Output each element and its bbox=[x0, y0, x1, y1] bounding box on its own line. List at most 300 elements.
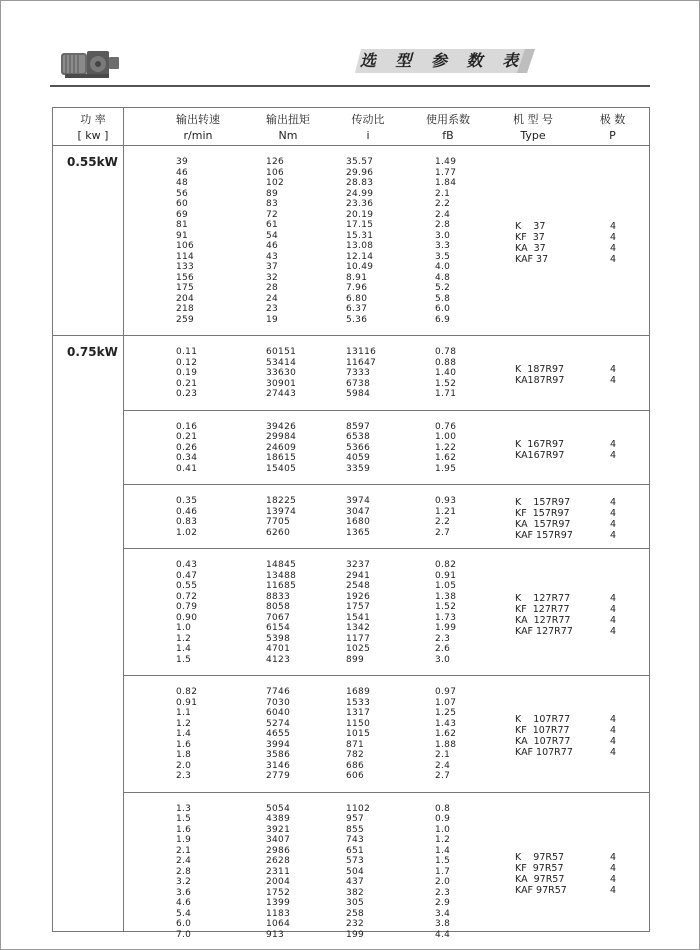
poles-column bbox=[610, 497, 616, 541]
type-cell: KA 107R77 bbox=[515, 736, 571, 748]
table-cell: 32 bbox=[266, 272, 279, 283]
table-cell: 8833 bbox=[266, 591, 291, 602]
table-cell: 1.62 bbox=[435, 453, 457, 463]
table-cell: 0.9 bbox=[435, 814, 451, 824]
table-cell: 913 bbox=[266, 929, 285, 940]
table-cell: 3.2 bbox=[176, 877, 192, 887]
table-cell: 1680 bbox=[346, 517, 371, 527]
table-cell: 60151 bbox=[266, 347, 297, 357]
type-cell: KAF 157R97 bbox=[515, 530, 573, 541]
table-cell: 6154 bbox=[266, 623, 291, 633]
table-cell: 0.12 bbox=[176, 357, 198, 368]
service-factor-column bbox=[435, 496, 456, 538]
table-cell: 3.0 bbox=[435, 230, 451, 241]
type-cell: K 187R97 bbox=[515, 364, 565, 376]
table-cell: 0.41 bbox=[176, 463, 198, 474]
table-cell: 957 bbox=[346, 814, 365, 824]
speed-column bbox=[176, 496, 197, 538]
table-cell: 0.82 bbox=[435, 560, 457, 570]
table-cell: 1.2 bbox=[435, 835, 451, 845]
table-cell: 7333 bbox=[346, 368, 371, 378]
table-cell: 199 bbox=[346, 929, 365, 940]
table-cell: 1.4 bbox=[176, 729, 192, 739]
table-cell: 1.5 bbox=[435, 856, 451, 866]
table-cell: 3.3 bbox=[435, 241, 451, 251]
table-cell: 0.43 bbox=[176, 560, 198, 570]
table-cell: 1.99 bbox=[435, 623, 457, 633]
table-cell: 7030 bbox=[266, 697, 291, 708]
table-cell: 8058 bbox=[266, 602, 291, 612]
table-cell: 1.8 bbox=[176, 750, 192, 760]
table-cell: 3.4 bbox=[435, 908, 451, 919]
table-cell: 1.38 bbox=[435, 591, 457, 602]
table-cell: 3359 bbox=[346, 463, 371, 474]
table-cell: 3047 bbox=[346, 506, 371, 517]
type-cell: KA 97R57 bbox=[515, 873, 565, 885]
table-cell: 2.0 bbox=[176, 760, 192, 771]
table-cell: 2.4 bbox=[435, 760, 451, 771]
table-cell: 259 bbox=[176, 314, 195, 325]
table-cell: 899 bbox=[346, 654, 365, 665]
table-cell: 382 bbox=[346, 887, 365, 898]
table-cell: 24609 bbox=[266, 442, 297, 453]
table-cell: 0.46 bbox=[176, 506, 198, 517]
table-cell: 6738 bbox=[346, 378, 371, 389]
table-cell: 12.14 bbox=[346, 251, 374, 262]
table-cell: 0.90 bbox=[176, 612, 198, 623]
poles-cell: 4 bbox=[610, 884, 617, 896]
table-cell: 2.3 bbox=[176, 771, 192, 781]
table-cell: 156 bbox=[176, 272, 195, 283]
table-cell: 7746 bbox=[266, 687, 291, 697]
table-cell: 39426 bbox=[266, 421, 297, 432]
table-cell: 89 bbox=[266, 188, 279, 199]
table-cell: 606 bbox=[346, 771, 365, 781]
table-cell: 7067 bbox=[266, 612, 291, 623]
table-cell: 4123 bbox=[266, 654, 291, 665]
table-cell: 4.6 bbox=[176, 898, 192, 908]
service-factor-column bbox=[435, 804, 450, 941]
table-cell: 4.8 bbox=[435, 272, 451, 283]
table-cell: 3.8 bbox=[435, 919, 451, 929]
type-cell: KA 37 bbox=[515, 243, 546, 254]
table-cell: 29.96 bbox=[346, 167, 374, 178]
table-cell: 0.11 bbox=[176, 347, 198, 357]
table-cell: 743 bbox=[346, 835, 365, 845]
type-cell: KAF 107R77 bbox=[515, 747, 573, 759]
table-cell: 2.8 bbox=[176, 866, 192, 877]
table-cell: 2.1 bbox=[176, 845, 192, 856]
torque-column bbox=[266, 560, 296, 665]
table-cell: 1.43 bbox=[435, 718, 457, 729]
table-cell: 33630 bbox=[266, 368, 297, 378]
table-cell: 2.4 bbox=[435, 209, 451, 220]
table-cell: 2.1 bbox=[435, 188, 451, 199]
table-cell: 2.3 bbox=[435, 633, 451, 644]
table-cell: 114 bbox=[176, 251, 195, 262]
table-cell: 1.95 bbox=[435, 463, 457, 474]
table-cell: 43 bbox=[266, 251, 279, 262]
table-cell: 5274 bbox=[266, 718, 291, 729]
table-cell: 3.0 bbox=[435, 654, 451, 665]
power-label-0: 0.55kW bbox=[67, 155, 118, 169]
table-cell: 3974 bbox=[346, 496, 371, 506]
poles-cell: 4 bbox=[610, 254, 617, 265]
speed-column bbox=[176, 157, 194, 325]
data-row-group bbox=[53, 145, 649, 335]
table-cell: 0.35 bbox=[176, 496, 198, 506]
table-cell: 23.36 bbox=[346, 199, 374, 209]
table-cell: 53414 bbox=[266, 357, 297, 368]
table-cell: 5.4 bbox=[176, 908, 192, 919]
table-cell: 782 bbox=[346, 750, 365, 760]
table-cell: 13974 bbox=[266, 506, 297, 517]
poles-cell: 4 bbox=[610, 497, 617, 508]
table-cell: 1752 bbox=[266, 887, 291, 898]
type-column bbox=[515, 852, 567, 896]
type-cell: K 127R77 bbox=[515, 592, 571, 604]
table-cell: 106 bbox=[176, 241, 195, 251]
poles-cell: 4 bbox=[610, 592, 617, 604]
table-cell: 28.83 bbox=[346, 178, 374, 188]
table-cell: 3.5 bbox=[435, 251, 451, 262]
table-cell: 2.6 bbox=[435, 644, 451, 654]
table-cell: 1.84 bbox=[435, 178, 457, 188]
table-cell: 1.22 bbox=[435, 442, 457, 453]
table-cell: 7.96 bbox=[346, 283, 368, 293]
table-cell: 1.4 bbox=[176, 644, 192, 654]
table-cell: 19 bbox=[266, 314, 279, 325]
table-cell: 11647 bbox=[346, 357, 377, 368]
table-cell: 855 bbox=[346, 824, 365, 835]
poles-cell: 4 bbox=[610, 603, 617, 615]
service-factor-column bbox=[435, 687, 456, 782]
table-cell: 1533 bbox=[346, 697, 371, 708]
header-type: 机 型 号 Type bbox=[513, 113, 553, 142]
table-cell: 8597 bbox=[346, 421, 371, 432]
table-cell: 6538 bbox=[346, 432, 371, 442]
table-cell: 1.52 bbox=[435, 602, 457, 612]
table-cell: 6.37 bbox=[346, 304, 368, 314]
table-cell: 1.00 bbox=[435, 432, 457, 442]
table-cell: 0.78 bbox=[435, 347, 457, 357]
type-column bbox=[515, 364, 564, 386]
type-cell: K 167R97 bbox=[515, 438, 565, 450]
table-cell: 2.2 bbox=[435, 199, 451, 209]
table-cell: 5366 bbox=[346, 442, 371, 453]
table-cell: 2.7 bbox=[435, 771, 451, 781]
poles-column bbox=[610, 714, 616, 758]
type-column bbox=[515, 497, 573, 541]
table-cell: 5.2 bbox=[435, 283, 451, 293]
poles-cell: 4 bbox=[610, 625, 617, 637]
table-cell: 0.21 bbox=[176, 378, 198, 389]
table-cell: 28 bbox=[266, 283, 279, 293]
type-cell: KA167R97 bbox=[515, 449, 565, 461]
poles-cell: 4 bbox=[610, 747, 617, 759]
table-cell: 0.83 bbox=[176, 517, 198, 527]
table-cell: 91 bbox=[176, 230, 189, 241]
table-cell: 7.0 bbox=[176, 929, 192, 940]
table-cell: 0.91 bbox=[435, 570, 457, 581]
table-cell: 81 bbox=[176, 220, 189, 230]
table-cell: 5984 bbox=[346, 389, 371, 399]
table-cell: 0.82 bbox=[176, 687, 198, 697]
type-cell: KF 127R77 bbox=[515, 603, 570, 615]
table-cell: 1.21 bbox=[435, 506, 457, 517]
poles-column bbox=[610, 221, 616, 265]
page-title: 选 型 参 数 表 bbox=[359, 51, 526, 70]
torque-column bbox=[266, 422, 296, 475]
table-cell: 83 bbox=[266, 199, 279, 209]
table-cell: 1.05 bbox=[435, 581, 457, 591]
header-rule bbox=[50, 85, 650, 87]
table-cell: 3146 bbox=[266, 760, 291, 771]
table-cell: 0.47 bbox=[176, 570, 198, 581]
table-cell: 6260 bbox=[266, 527, 291, 538]
service-factor-column bbox=[435, 347, 456, 400]
table-cell: 133 bbox=[176, 262, 195, 272]
table-cell: 46 bbox=[266, 241, 279, 251]
table-cell: 1.2 bbox=[176, 633, 192, 644]
table-cell: 18615 bbox=[266, 453, 297, 463]
table-cell: 4.0 bbox=[435, 262, 451, 272]
table-cell: 7705 bbox=[266, 517, 291, 527]
table-cell: 1015 bbox=[346, 729, 371, 739]
table-cell: 1.62 bbox=[435, 729, 457, 739]
table-cell: 305 bbox=[346, 898, 365, 908]
table-cell: 2.7 bbox=[435, 527, 451, 538]
table-cell: 0.91 bbox=[176, 697, 198, 708]
table-cell: 13488 bbox=[266, 570, 297, 581]
table-cell: 3994 bbox=[266, 739, 291, 750]
table-cell: 5.36 bbox=[346, 314, 368, 325]
poles-column bbox=[610, 852, 616, 896]
table-cell: 1.02 bbox=[176, 527, 198, 538]
table-cell: 11685 bbox=[266, 581, 297, 591]
table-cell: 1.07 bbox=[435, 697, 457, 708]
table-cell: 2.2 bbox=[435, 517, 451, 527]
table-cell: 0.79 bbox=[176, 602, 198, 612]
torque-column bbox=[266, 157, 284, 325]
table-cell: 1342 bbox=[346, 623, 371, 633]
header-poles: 极 数 P bbox=[599, 113, 626, 142]
table-cell: 1.52 bbox=[435, 378, 457, 389]
table-cell: 17.15 bbox=[346, 220, 374, 230]
type-cell: K 107R77 bbox=[515, 714, 571, 726]
table-cell: 0.55 bbox=[176, 581, 198, 591]
table-cell: 6.9 bbox=[435, 314, 451, 325]
type-column bbox=[515, 714, 573, 758]
table-cell: 4.4 bbox=[435, 929, 451, 940]
torque-column bbox=[266, 804, 290, 941]
table-cell: 651 bbox=[346, 845, 365, 856]
table-cell: 204 bbox=[176, 293, 195, 304]
table-cell: 3921 bbox=[266, 824, 291, 835]
data-row-group bbox=[53, 484, 649, 548]
table-cell: 2986 bbox=[266, 845, 291, 856]
table-cell: 2.8 bbox=[435, 220, 451, 230]
type-cell: K 37 bbox=[515, 221, 546, 232]
service-factor-column bbox=[435, 157, 456, 325]
table-cell: 0.26 bbox=[176, 442, 198, 453]
poles-cell: 4 bbox=[610, 725, 617, 737]
table-cell: 232 bbox=[346, 919, 365, 929]
table-cell: 1183 bbox=[266, 908, 291, 919]
table-cell: 1.77 bbox=[435, 167, 457, 178]
table-cell: 23 bbox=[266, 304, 279, 314]
table-cell: 573 bbox=[346, 856, 365, 866]
poles-cell: 4 bbox=[610, 714, 617, 726]
table-cell: 1.49 bbox=[435, 157, 457, 167]
table-header bbox=[53, 108, 649, 146]
table-cell: 1.6 bbox=[176, 824, 192, 835]
speed-column bbox=[176, 804, 191, 941]
table-cell: 1.2 bbox=[176, 718, 192, 729]
table-cell: 27443 bbox=[266, 389, 297, 399]
table-cell: 1.9 bbox=[176, 835, 192, 845]
table-cell: 0.16 bbox=[176, 421, 198, 432]
service-factor-column bbox=[435, 422, 456, 475]
table-cell: 0.21 bbox=[176, 432, 198, 442]
poles-cell: 4 bbox=[610, 449, 617, 461]
table-cell: 3.6 bbox=[176, 887, 192, 898]
table-cell: 686 bbox=[346, 760, 365, 771]
table-cell: 39 bbox=[176, 157, 189, 167]
table-cell: 1064 bbox=[266, 919, 291, 929]
ratio-column bbox=[346, 496, 370, 538]
header-torque: 输出扭矩 Nm bbox=[266, 113, 310, 142]
table-cell: 15405 bbox=[266, 463, 297, 474]
table-cell: 1926 bbox=[346, 591, 371, 602]
type-cell: KAF 97R57 bbox=[515, 884, 567, 896]
table-cell: 13.08 bbox=[346, 241, 374, 251]
table-cell: 1757 bbox=[346, 602, 371, 612]
type-cell: KF 157R97 bbox=[515, 508, 570, 519]
type-cell: K 97R57 bbox=[515, 851, 565, 863]
table-cell: 54 bbox=[266, 230, 279, 241]
speed-column bbox=[176, 347, 197, 400]
table-cell: 175 bbox=[176, 283, 195, 293]
ratio-column bbox=[346, 560, 370, 665]
table-cell: 1399 bbox=[266, 898, 291, 908]
poles-cell: 4 bbox=[610, 221, 617, 232]
table-cell: 0.72 bbox=[176, 591, 198, 602]
table-cell: 102 bbox=[266, 178, 285, 188]
table-cell: 6040 bbox=[266, 708, 291, 718]
table-cell: 1.71 bbox=[435, 389, 457, 399]
type-cell: KAF 127R77 bbox=[515, 625, 573, 637]
table-cell: 106 bbox=[266, 167, 285, 178]
poles-cell: 4 bbox=[610, 873, 617, 885]
table-cell: 1365 bbox=[346, 527, 371, 538]
type-column bbox=[515, 439, 564, 461]
table-cell: 61 bbox=[266, 220, 279, 230]
table-cell: 2004 bbox=[266, 877, 291, 887]
type-column bbox=[515, 593, 573, 637]
header-power: 功 率 [ kw ] bbox=[77, 113, 109, 142]
table-cell: 258 bbox=[346, 908, 365, 919]
power-label-1: 0.75kW bbox=[67, 345, 118, 359]
table-cell: 0.8 bbox=[435, 803, 451, 814]
table-cell: 1.88 bbox=[435, 739, 457, 750]
table-cell: 2628 bbox=[266, 856, 291, 866]
data-row-group bbox=[53, 548, 649, 675]
gear-motor-logo bbox=[57, 43, 123, 83]
poles-cell: 4 bbox=[610, 232, 617, 243]
table-cell: 1689 bbox=[346, 687, 371, 697]
table-cell: 20.19 bbox=[346, 209, 374, 220]
table-cell: 2.9 bbox=[435, 898, 451, 908]
table-cell: 30901 bbox=[266, 378, 297, 389]
type-cell: KF 107R77 bbox=[515, 725, 570, 737]
type-cell: K 157R97 bbox=[515, 497, 571, 508]
table-cell: 3407 bbox=[266, 835, 291, 845]
table-cell: 0.93 bbox=[435, 496, 457, 506]
service-factor-column bbox=[435, 560, 456, 665]
table-cell: 2311 bbox=[266, 866, 291, 877]
table-cell: 0.97 bbox=[435, 687, 457, 697]
poles-cell: 4 bbox=[610, 851, 617, 863]
poles-cell: 4 bbox=[610, 862, 617, 874]
table-cell: 5054 bbox=[266, 803, 291, 814]
ratio-column bbox=[346, 804, 370, 941]
poles-cell: 4 bbox=[610, 438, 617, 450]
table-cell: 48 bbox=[176, 178, 189, 188]
table-cell: 10.49 bbox=[346, 262, 374, 272]
poles-cell: 4 bbox=[610, 508, 617, 519]
selection-table bbox=[52, 107, 650, 940]
type-cell: KA187R97 bbox=[515, 375, 565, 387]
ratio-column bbox=[346, 157, 373, 325]
table-cell: 37 bbox=[266, 262, 279, 272]
table-cell: 6.80 bbox=[346, 293, 368, 304]
type-cell: KF 37 bbox=[515, 232, 545, 243]
header-service-factor: 使用系数 fB bbox=[426, 113, 470, 142]
table-cell: 504 bbox=[346, 866, 365, 877]
table-cell: 13116 bbox=[346, 347, 377, 357]
table-cell: 6.0 bbox=[176, 919, 192, 929]
poles-column bbox=[610, 364, 616, 386]
table-cell: 1.5 bbox=[176, 654, 192, 665]
table-cell: 0.23 bbox=[176, 389, 198, 399]
table-cell: 4389 bbox=[266, 814, 291, 824]
table-cell: 1.5 bbox=[176, 814, 192, 824]
table-cell: 3237 bbox=[346, 560, 371, 570]
table-cell: 0.34 bbox=[176, 453, 198, 463]
data-row-group bbox=[53, 335, 649, 410]
table-cell: 0.88 bbox=[435, 357, 457, 368]
table-cell: 14845 bbox=[266, 560, 297, 570]
poles-cell: 4 bbox=[610, 530, 617, 541]
table-cell: 2548 bbox=[346, 581, 371, 591]
table-cell: 35.57 bbox=[346, 157, 374, 167]
table-cell: 1102 bbox=[346, 803, 371, 814]
header-speed: 输出转速 r/min bbox=[176, 113, 220, 142]
table-cell: 46 bbox=[176, 167, 189, 178]
table-cell: 1177 bbox=[346, 633, 371, 644]
data-row-group bbox=[53, 792, 649, 950]
table-cell: 126 bbox=[266, 157, 285, 167]
data-row-group bbox=[53, 410, 649, 485]
torque-column bbox=[266, 687, 290, 782]
table-cell: 1.73 bbox=[435, 612, 457, 623]
poles-cell: 4 bbox=[610, 243, 617, 254]
table-cell: 1.40 bbox=[435, 368, 457, 378]
table-cell: 1.6 bbox=[176, 739, 192, 750]
table-cell: 1.1 bbox=[176, 708, 192, 718]
table-cell: 1317 bbox=[346, 708, 371, 718]
